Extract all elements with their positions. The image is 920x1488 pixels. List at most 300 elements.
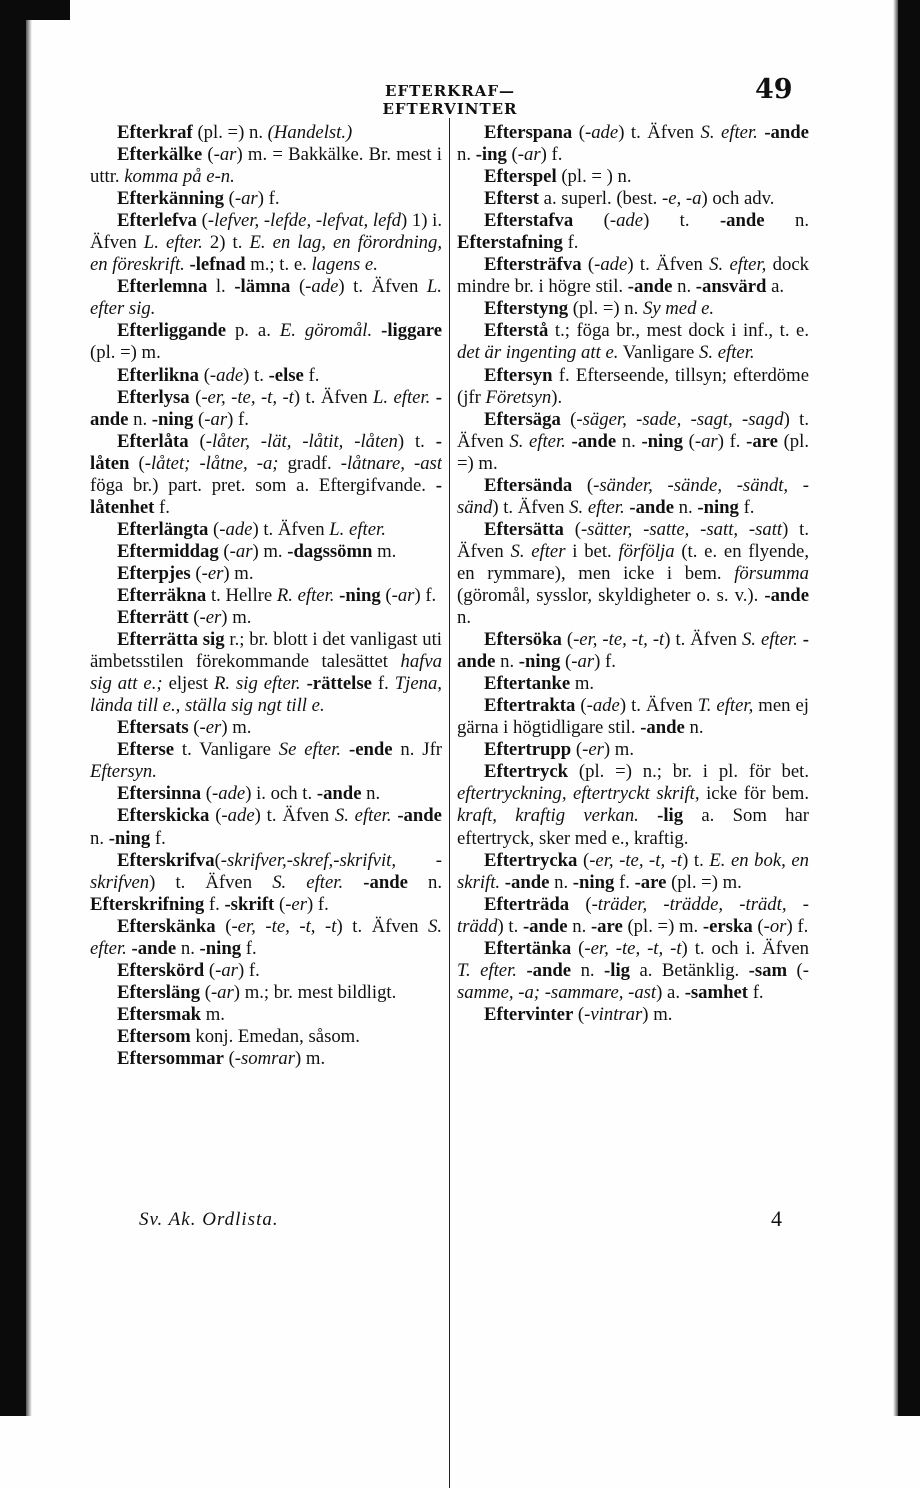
italic-text: -ade (586, 695, 620, 717)
entry-text: ( (577, 849, 590, 871)
italic-text: -lefver, -lefde, -lefvat, lefd (207, 210, 401, 232)
italic-text: -er, -te, -t, -t (231, 915, 337, 937)
entry-text: ) f. (227, 408, 249, 430)
entry-text: ) m. (252, 540, 288, 562)
headword: -ande (363, 871, 408, 893)
entry-text: a. superl. (best. (539, 188, 662, 210)
entry-text: a. Betänklig. (630, 959, 749, 981)
entry-text: n. (176, 937, 200, 959)
entry-text: dock mindre br. i högre stil. (457, 254, 809, 298)
italic-text: -ar (517, 144, 541, 166)
entry-text: ) m. (221, 607, 252, 629)
entry-text: ) t. Äfven (618, 122, 701, 143)
entry-text: ) t. Äfven (252, 518, 330, 540)
italic-text: -sätter, -satte, -satt, -satt (580, 518, 783, 540)
headword: Efterkälke (117, 144, 203, 166)
entry-text: n. (407, 871, 442, 893)
headword: Efterskörd (117, 959, 205, 981)
entry-text: ( (188, 430, 206, 452)
signature-mark: Sv. Ak. Ordlista. (139, 1209, 279, 1230)
entry-text: ) t. (643, 210, 720, 232)
dictionary-entry (457, 850, 809, 894)
running-title: EFTERKRAF—EFTERVINTER (382, 82, 518, 118)
headword: Efterrätt (117, 607, 189, 629)
headword: Efterlikna (117, 364, 200, 386)
entry-text: ). (551, 386, 563, 408)
headword: Eftertänka (484, 937, 572, 959)
italic-text: R. sig efter. (213, 673, 301, 695)
italic-text: S. efter (510, 540, 566, 562)
entry-text: ( (569, 893, 592, 915)
entry-text: ( (575, 695, 587, 717)
entry-text: ) t. Äfven (336, 915, 428, 937)
entry-text: ( (204, 959, 216, 981)
italic-text: -skrifver,-skref,-skrifvit, -skrifven (90, 849, 442, 893)
dictionary-entry (90, 387, 442, 431)
entry-text: ( (571, 739, 583, 761)
headword: -are (634, 871, 667, 893)
entry-text: ( (572, 474, 594, 496)
entry-text: konj. Emedan, såsom. (190, 1025, 360, 1047)
italic-text: -låtet; -låtne, -a; (144, 452, 279, 474)
headword: Efterlefva (117, 210, 197, 232)
italic-text: -ade (221, 805, 255, 827)
headword: Efterrätta sig (117, 629, 225, 651)
entry-text: ) m. (295, 1047, 326, 1069)
entry-text: ( (199, 364, 210, 386)
entry-text: ) f. (306, 893, 329, 915)
entry-text: f. Efterseende, tillsyn; efterdöme (jfr (457, 364, 809, 408)
italic-text: -ar (234, 188, 258, 210)
entry-text: ( (560, 408, 577, 430)
entry-text: ( (201, 783, 212, 805)
italic-text: S. efter, (709, 254, 767, 276)
entry-text: f. (748, 981, 764, 1003)
entry-text: ( (571, 937, 585, 959)
dictionary-entry (90, 541, 442, 563)
entry-text: ) t. Äfven (619, 695, 698, 717)
entry-text: ) f. (237, 959, 260, 981)
headword: -ansvärd (695, 276, 767, 298)
entry-text: n. (571, 959, 605, 981)
headword: Eftersyn (484, 364, 553, 386)
entry-text: eljest (162, 673, 214, 695)
entry-text: n. (128, 408, 152, 430)
italic-text: -säger, -sade, -sagt, -sagd (576, 408, 784, 430)
dictionary-entry (457, 519, 809, 629)
dictionary-entry (90, 982, 442, 1004)
entry-text: r.; br. blott i det vanligast uti ämbetsstilen förekommande talesättet (90, 629, 442, 673)
entry-text: ) t. Äfven (627, 254, 710, 276)
entry-text: n. (90, 827, 109, 849)
italic-text: S. efter. (700, 122, 758, 143)
entry-text (343, 872, 363, 893)
entry-text: n. (674, 496, 698, 518)
italic-text: -ar (215, 959, 238, 981)
entry-text: n. (457, 144, 476, 166)
italic-text: -ade (219, 518, 253, 540)
italic-text: -ade (305, 276, 339, 298)
entry-text: t. Vanligare (174, 739, 279, 761)
entry-text: ) och adv. (701, 188, 775, 210)
headword: Eftersända (484, 474, 573, 496)
headword: -skrift (224, 893, 275, 915)
entry-text: ( (218, 540, 230, 562)
italic-text: -ade (584, 122, 619, 143)
entry-text: (t. e. en flyende, en rymmare), men icke i bem. (457, 540, 809, 584)
italic-text: -ar (229, 540, 253, 562)
entry-text: f. (371, 673, 395, 695)
dictionary-entry (90, 960, 442, 982)
italic-text: Eftersyn. (90, 761, 157, 783)
entry-text: ) t. Äfven (293, 386, 373, 408)
headword: -låten (90, 430, 442, 474)
headword: -lig (604, 959, 630, 981)
dictionary-entry (90, 519, 442, 541)
entry-text: ( (787, 959, 803, 981)
entry-text: men ej gärna i högtidligare stil. (457, 695, 809, 739)
entry-text: ( (223, 188, 235, 210)
headword: -ing (475, 144, 507, 166)
headword: -lefnad (189, 254, 246, 276)
headword: Eftersäga (484, 408, 561, 430)
italic-text: S. efter. (509, 430, 566, 452)
italic-text: -er, -te, -t, -t (201, 386, 294, 408)
entry-text: ( (572, 122, 585, 143)
entry-text: t. Hellre (206, 584, 277, 606)
entry-text: ) t. Äfven (149, 871, 273, 893)
entry-text: a. Som har eftertryck, sker med e., kraftig. (457, 805, 809, 849)
entry-text: ) f. (257, 188, 280, 210)
italic-text: försumma (734, 562, 809, 584)
entry-text: a. (766, 276, 785, 298)
italic-text: S. efter. (741, 629, 798, 651)
headword: -liggare (381, 320, 442, 342)
italic-text: -ade (609, 210, 644, 232)
entry-text: ( (274, 893, 286, 915)
headword: Efterskrifning (90, 893, 205, 915)
dictionary-entry (457, 1004, 809, 1026)
entry-text: ( (573, 210, 610, 232)
italic-text: det är ingenting att e. (457, 342, 619, 364)
headword: -ande (131, 937, 177, 959)
entry-text: ( (506, 144, 518, 166)
dictionary-entry (90, 783, 442, 805)
entry-text: ( (208, 518, 220, 540)
entry-text: f. (738, 496, 755, 518)
entry-text: f. (614, 871, 635, 893)
italic-text: -ar (694, 430, 718, 452)
italic-text: R. efter. (276, 584, 335, 606)
headword: -ning (199, 937, 242, 959)
italic-text: S. efter. (569, 496, 625, 518)
dictionary-entry (90, 320, 442, 364)
headword: Eftermiddag (117, 540, 219, 562)
italic-text: -ade (594, 254, 628, 276)
headword: Eftervinter (484, 1003, 574, 1025)
entry-text: n. (549, 871, 573, 893)
headword: -sam (748, 959, 788, 981)
headword: -erska (702, 915, 753, 937)
headword: Efterstafva (484, 210, 574, 232)
headword: -rättelse (306, 673, 372, 695)
entry-text: n. (567, 915, 591, 937)
entry-text: ( (215, 915, 232, 937)
italic-text: -vintrar (584, 1003, 643, 1025)
headword: Eftersats (117, 717, 189, 739)
headword: Efterräkna (117, 584, 207, 606)
entry-text: 2) t. (202, 232, 250, 254)
entry-text: ) f. (540, 144, 563, 166)
italic-text: Tjena, lända till e., ställa sig ngt till e. (90, 673, 442, 717)
italic-text: S. efter. (699, 342, 755, 364)
dictionary-entry (90, 1004, 442, 1026)
dictionary-entry (457, 210, 809, 254)
headword: Efterlängta (117, 518, 209, 540)
headword: Efterst (484, 188, 539, 210)
entry-text: ) f. (717, 430, 747, 452)
italic-text: -ar (571, 651, 595, 673)
headword: -samhet (684, 981, 749, 1003)
entry-text: ) t. (497, 915, 523, 937)
headword: -ande (764, 122, 809, 143)
dictionary-entry (90, 607, 442, 629)
dictionary-entry (457, 938, 809, 1004)
entry-text: ) f. (594, 651, 616, 673)
italic-text: eftertryckning, eftertryckt skrift, (457, 783, 700, 805)
headword: -ande (526, 959, 572, 981)
headword: -ande (627, 276, 673, 298)
dictionary-entry (90, 916, 442, 960)
headword: Efterstyng (484, 298, 569, 320)
entry-text: l. (207, 276, 235, 298)
italic-text: (Handelst.) (267, 122, 353, 143)
entry-text: n. (764, 210, 809, 232)
dictionary-entry (457, 673, 809, 695)
entry-text: ) t. Äfven (457, 518, 809, 562)
entry-text: (pl. =) n. (568, 298, 643, 320)
headword: Eftertrakta (484, 695, 576, 717)
dictionary-entry (457, 365, 809, 409)
dictionary-entry (90, 365, 442, 387)
dictionary-entry (90, 431, 442, 519)
headword: Eftersläng (117, 981, 201, 1003)
dictionary-entry (457, 298, 809, 320)
italic-text: L. efter. (329, 518, 386, 540)
entry-text: ) m. = Bakkälke. Br. mest i uttr. (90, 144, 442, 188)
headword: Efterlysa (117, 386, 190, 408)
entry-text: f. (154, 496, 170, 518)
signature-number: 4 (771, 1206, 782, 1231)
dictionary-entry (90, 739, 442, 783)
italic-text: -ade (212, 783, 246, 805)
headword: Eftersmak (117, 1003, 202, 1025)
entry-text: gradf. (278, 452, 341, 474)
dictionary-entry (457, 894, 809, 938)
entry-text: n. (457, 607, 472, 629)
italic-text: L. efter sig. (90, 276, 442, 320)
italic-text: S. efter. (90, 915, 442, 959)
entry-text: ( (190, 562, 202, 584)
headword: Eftersinna (117, 783, 202, 805)
headword: -lig (657, 805, 684, 827)
headword: -ning (572, 871, 615, 893)
entry-text: ( (563, 518, 581, 540)
dictionary-entry (457, 739, 809, 761)
entry-text: ( (561, 629, 574, 651)
headword: -ende (348, 739, 393, 761)
italic-text: Företsyn (485, 386, 552, 408)
dictionary-entry (457, 761, 809, 849)
headword: -ning (641, 430, 683, 452)
italic-text: kraft, kraftig verkan. (457, 805, 639, 827)
headword: Efterstå (484, 320, 549, 342)
dictionary-entry (90, 585, 442, 607)
dictionary-entry (90, 563, 442, 585)
entry-text: ( (188, 607, 200, 629)
entry-text: ( (573, 1003, 585, 1025)
entry-text: t.; föga br., mest dock i inf., t. e. (548, 320, 809, 342)
italic-text: -låter, -lät, -låtit, -låten (205, 430, 398, 452)
entry-text: ( (200, 981, 211, 1003)
headword: -ande (504, 871, 550, 893)
headword: Eftersom (117, 1025, 191, 1047)
headword: -lämna (234, 276, 291, 298)
entry-text: ( (290, 276, 306, 298)
headword: -ande (397, 805, 442, 827)
entry-text: (pl. =) m. (666, 871, 742, 893)
entry-text (639, 805, 657, 826)
dictionary-entry (90, 805, 442, 849)
entry-text: f. (562, 232, 579, 254)
entry-text: ( (188, 717, 200, 739)
headword: -ande (764, 584, 809, 606)
italic-text: -låtnare, -ast (340, 452, 442, 474)
headword: -ning (697, 496, 739, 518)
dictionary-entry (90, 122, 442, 144)
dictionary-entry (90, 629, 442, 717)
headword: -ande (719, 210, 765, 232)
italic-text: -somrar (234, 1047, 296, 1069)
italic-text: -er, -te, -t, -t (573, 629, 665, 651)
entry-text: n. (616, 430, 642, 452)
italic-text: S. efter. (272, 871, 344, 893)
entry-text: n. Jfr (392, 739, 442, 761)
dictionary-entry (90, 144, 442, 188)
entry-text: n. (361, 783, 381, 805)
scan-edge-right (898, 0, 920, 1416)
entry-text: ) t. (397, 430, 436, 452)
entry-text: ) t. Äfven (664, 629, 742, 651)
entry-text: ) t. Äfven (338, 276, 427, 298)
italic-text: -ar (210, 981, 234, 1003)
entry-text: ) t. Äfven (254, 805, 335, 827)
entry-text: ) t. och i. Äfven (681, 937, 809, 959)
entry-text: icke för bem. (699, 783, 809, 805)
entry-text: ( (380, 584, 392, 606)
headword: Efterse (117, 739, 175, 761)
headword: -ning (108, 827, 151, 849)
headword: Eftertrupp (484, 739, 572, 761)
entry-text: ) f. (414, 584, 437, 606)
dictionary-entry (90, 276, 442, 320)
italic-text: -ar (213, 144, 237, 166)
headword: Eftersträfva (484, 254, 582, 276)
headword: Efterskrifva (117, 849, 215, 871)
dictionary-entry (457, 188, 809, 210)
italic-text: -samme, -a; -sammare, -ast (457, 959, 809, 1003)
entry-text: ( (202, 144, 214, 166)
italic-text: -er, -te, -t, -t (584, 937, 682, 959)
entry-text: ( (223, 1047, 235, 1069)
right-column (457, 122, 809, 1407)
entry-text: (göromål, sysslor, skyldigheter o. s. v.). (457, 584, 765, 606)
italic-text: -er (582, 739, 604, 761)
entry-text: ( (560, 651, 572, 673)
dictionary-entry (90, 1026, 442, 1048)
entry-text: (pl. =) n.; br. i pl. för bet. (568, 761, 809, 783)
dictionary-entry (90, 717, 442, 739)
entry-text: m.; t. e. (245, 254, 312, 276)
scan-edge-corner (0, 0, 70, 20)
entry-text (372, 320, 381, 341)
headword: -ning (518, 651, 561, 673)
entry-text (341, 739, 349, 760)
headword: -else (268, 364, 304, 386)
scan-edge-left (0, 0, 26, 1416)
headword: -ning (151, 408, 194, 430)
entry-text: ( (682, 430, 695, 452)
headword: -dagssömn (287, 540, 373, 562)
entry-text: ) a. (656, 981, 685, 1003)
headword: Efterträda (484, 893, 570, 915)
italic-text: Se efter. (278, 739, 342, 761)
headword: Eftersätta (484, 518, 564, 540)
italic-text: komma på e-n. (124, 166, 235, 188)
headword: Efterstafning (457, 232, 563, 254)
entry-text: ) i. och t. (245, 783, 317, 805)
entry-text: (pl. =) n. (192, 122, 268, 143)
headword: Efterkraf (117, 122, 193, 143)
italic-text: -er (199, 717, 222, 739)
headword: Eftersommar (117, 1047, 224, 1069)
entry-text: ) m. (223, 562, 254, 584)
headword: -ande (90, 386, 442, 430)
entry-text: ( (193, 408, 205, 430)
entry-text: m. (570, 673, 595, 695)
headword: -are (746, 430, 778, 452)
dictionary-entry (457, 629, 809, 673)
entry-text: (pl. =) m. (622, 915, 703, 937)
entry-text: ( (196, 210, 208, 232)
entry-text: ( (581, 254, 595, 276)
headword: -ning (339, 584, 381, 606)
dictionary-entry (457, 409, 809, 475)
italic-text: -er (199, 607, 222, 629)
headword: Eftersöka (484, 629, 562, 651)
entry-text: ( (209, 805, 222, 827)
entry-text: f. (204, 893, 225, 915)
entry-text: (pl. =) m. (457, 430, 809, 474)
headword: -låtenhet (90, 474, 442, 518)
headword: -ande (316, 783, 362, 805)
headword: -are (590, 915, 623, 937)
dictionary-entry (457, 122, 809, 166)
italic-text: T. efter. (457, 959, 517, 981)
page-number: 49 (755, 74, 793, 105)
italic-text: -sänder, -sände, -sändt, -sänd (457, 474, 809, 518)
entry-text: ) m.; br. mest bildligt. (233, 981, 397, 1003)
